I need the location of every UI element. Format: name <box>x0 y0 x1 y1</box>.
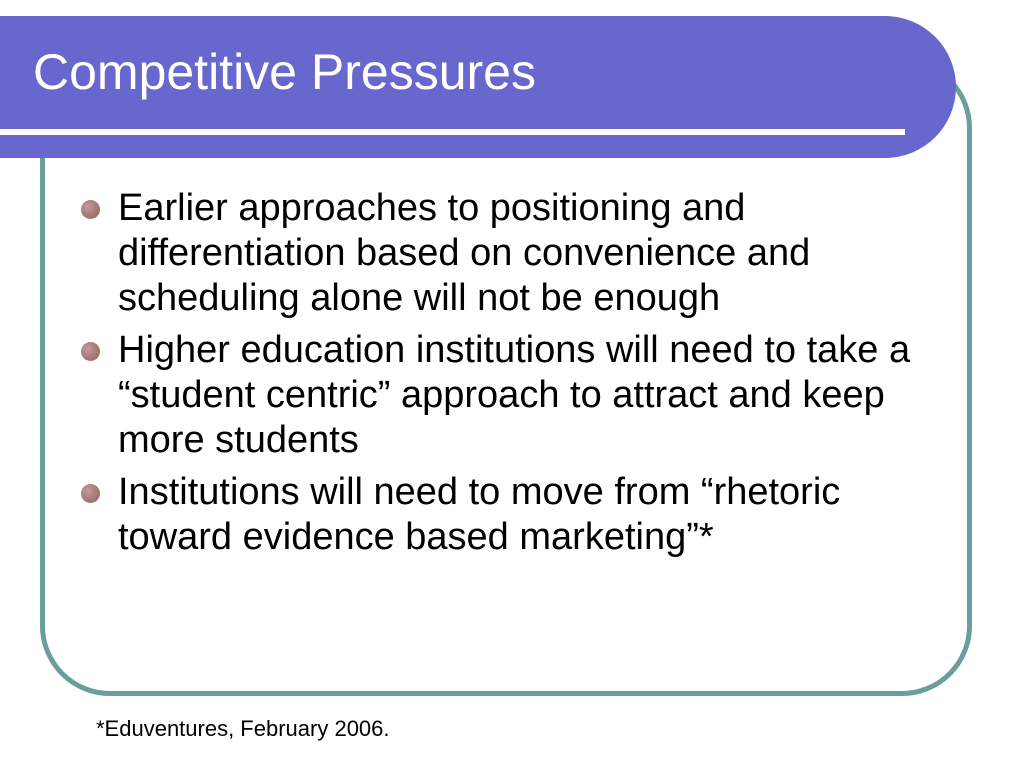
bullet-dot-icon <box>81 342 100 361</box>
bullet-text: Institutions will need to move from “rhetoric toward evidence based marketing”* <box>118 471 841 558</box>
bullet-item <box>80 328 940 463</box>
bullet-item <box>80 470 940 560</box>
title-underline <box>0 129 905 135</box>
bullet-text: Higher education institutions will need to take a “student centric” approach to attract and keep more students <box>118 329 911 461</box>
slide-title: Competitive Pressures <box>33 44 536 100</box>
footnote: *Eduventures, February 2006. <box>96 716 390 741</box>
bullet-item <box>80 186 940 321</box>
bullet-dot-icon <box>81 484 100 503</box>
bullet-text: Earlier approaches to positioning and differentiation based on convenience and scheduling alone will not be enough <box>118 187 811 319</box>
bullet-dot-icon <box>81 200 100 219</box>
bullet-list <box>80 186 940 567</box>
